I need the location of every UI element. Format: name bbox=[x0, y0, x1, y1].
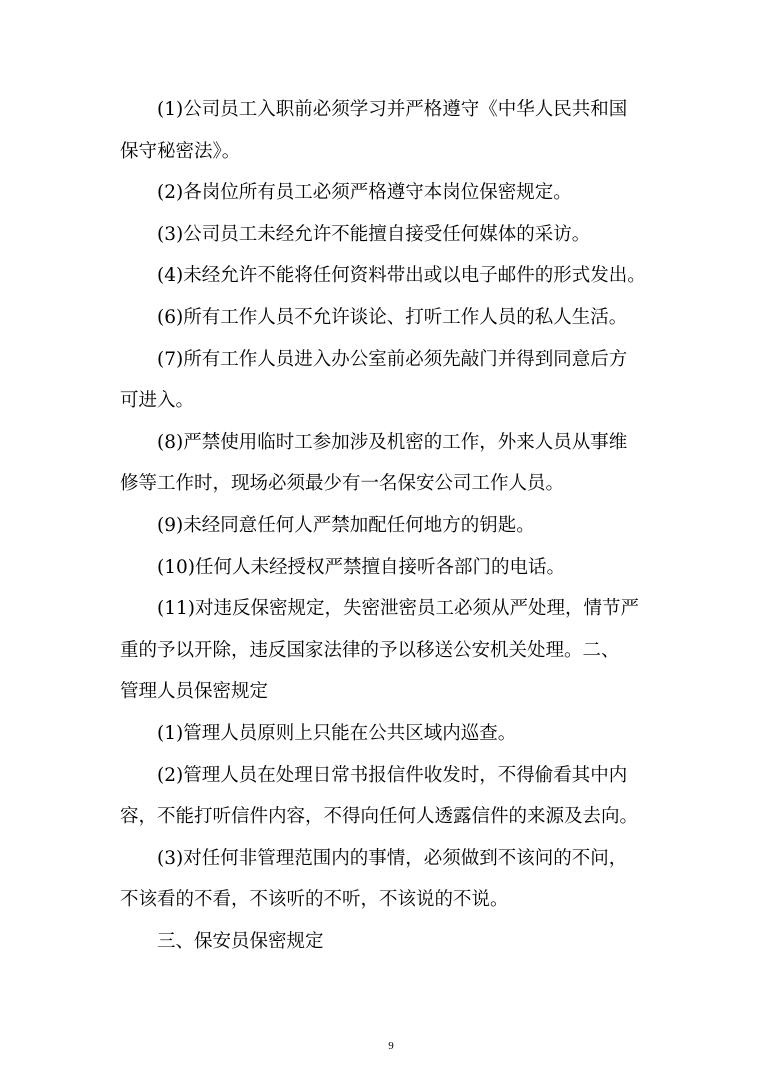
paragraph-line: 保守秘密法》。 bbox=[120, 140, 241, 162]
paragraph bbox=[120, 297, 650, 339]
document-body bbox=[120, 89, 650, 962]
paragraph bbox=[120, 422, 650, 505]
section-heading: 管理人员保密规定 bbox=[120, 681, 269, 703]
paragraph-line: (2)各岗位所有员工必须严格遵守本岗位保密规定。 bbox=[157, 182, 572, 204]
paragraph-line: 容，不能打听信件内容，不得向任何人透露信件的来源及去向。 bbox=[120, 806, 639, 828]
paragraph bbox=[120, 255, 650, 297]
paragraph bbox=[120, 214, 650, 256]
paragraph-line: (7)所有工作人员进入办公室前必须先敲门并得到同意后方 bbox=[157, 348, 628, 370]
paragraph-line: (1)公司员工入职前必须学习并严格遵守《中华人民共和国 bbox=[157, 99, 628, 120]
paragraph-line: (9)未经同意任何人严禁加配任何地方的钥匙。 bbox=[157, 514, 535, 536]
paragraph bbox=[120, 547, 650, 589]
paragraph bbox=[120, 339, 650, 422]
paragraph-line: 修等工作时，现场必须最少有一名保安公司工作人员。 bbox=[120, 473, 565, 495]
paragraph bbox=[120, 505, 650, 547]
paragraph-line: (1)管理人员原则上只能在公共区域内巡查。 bbox=[157, 722, 517, 744]
paragraph-line: (6)所有工作人员不允许谈论、打听工作人员的私人生活。 bbox=[157, 306, 628, 328]
paragraph-line: 重的予以开除，违反国家法律的予以移送公安机关处理。二、 bbox=[120, 639, 620, 661]
paragraph bbox=[120, 838, 650, 921]
paragraph bbox=[120, 713, 650, 755]
paragraph-line: (4)未经允许不能将任何资料带出或以电子邮件的形式发出。 bbox=[157, 265, 646, 287]
paragraph bbox=[120, 921, 650, 963]
paragraph-line: 可进入。 bbox=[120, 390, 195, 412]
paragraph-line: (3)对任何非管理范围内的事情，必须做到不该问的不问， bbox=[157, 847, 628, 869]
paragraph-line: (10)任何人未经授权严禁擅自接听各部门的电话。 bbox=[157, 556, 565, 578]
paragraph bbox=[120, 172, 650, 214]
paragraph-line: (2)管理人员在处理日常书报信件收发时，不得偷看其中内 bbox=[157, 764, 628, 786]
paragraph bbox=[120, 89, 650, 172]
paragraph-line: (8)严禁使用临时工参加涉及机密的工作，外来人员从事维 bbox=[157, 431, 628, 453]
paragraph-line: 不该看的不看，不该听的不听，不该说的不说。 bbox=[120, 889, 509, 911]
paragraph-line: (3)公司员工未经允许不能擅自接受任何媒体的采访。 bbox=[157, 223, 591, 245]
paragraph bbox=[120, 588, 650, 713]
paragraph bbox=[120, 755, 650, 838]
paragraph-line: (11)对违反保密规定，失密泄密员工必须从严处理，情节严 bbox=[157, 598, 639, 620]
section-heading: 三、保安员保密规定 bbox=[157, 930, 324, 952]
page-number: 9 bbox=[388, 1040, 394, 1052]
